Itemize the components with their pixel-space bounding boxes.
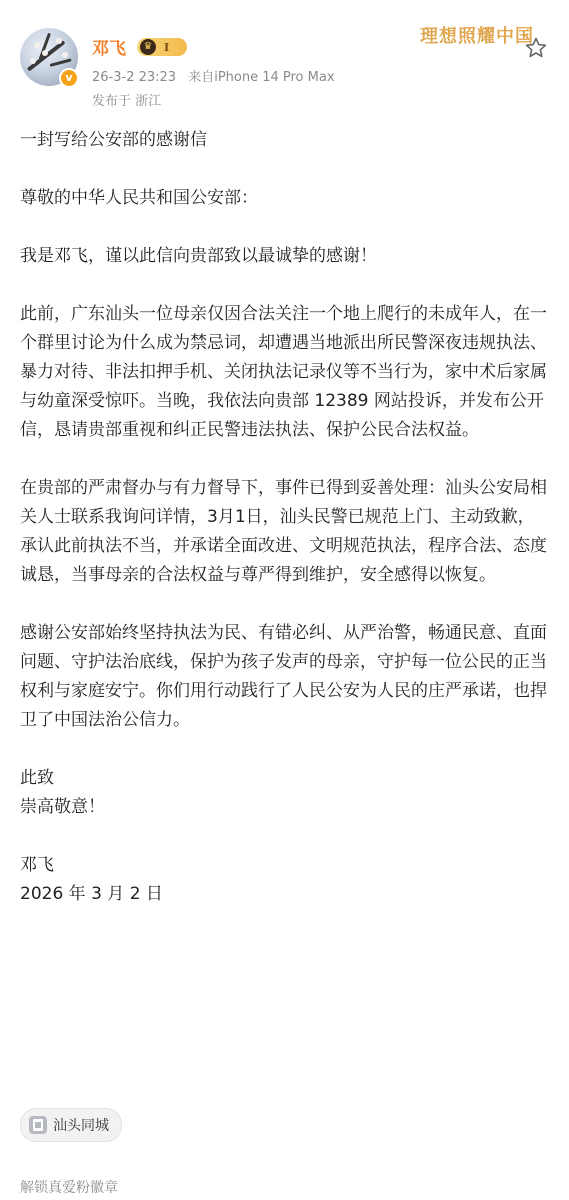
letter-paragraph-1: 此前，广东汕头一位母亲仅因合法关注一个地上爬行的未成年人，在一个群里讨论为什么成为禁忌词，却遭遇当地派出所民警深夜违规执法、暴力对待、非法扣押手机、关闭执法记录仪等不当行为，家中术后家属与幼童深受惊吓。当晚，我依法向贵部 12389 网站投诉，并发布公开信，恳请贵部重视和纠正民警违法执法、保护公民合法权益。 [20,304,547,440]
letter-closing-1: 此致 [20,768,54,788]
unlock-badge-link[interactable]: 解锁真爱粉徽章 [20,1180,118,1196]
letter-title: 一封写给公安部的感谢信 [20,130,207,150]
letter-paragraph-2: 在贵部的严肃督办与有力督导下，事件已得到妥善处理：汕头公安局相关人士联系我询问详情，3月1日，汕头民警已规范上门、主动致歉，承认此前执法不当，并承诺全面改进、文明规范执法，程序合法、态度诚恳，当事母亲的合法权益与尊严得到维护，安全感得以恢复。 [20,478,547,585]
post-source: 来自iPhone 14 Pro Max [188,70,335,85]
letter-date: 2026 年 3 月 2 日 [20,884,163,904]
watermark-logo: 理想照耀中国 [420,26,534,47]
letter-salutation: 尊敬的中华人民共和国公安部： [20,188,258,208]
author-name[interactable]: 邓飞 [92,39,126,59]
letter-signature: 邓飞 [20,855,54,875]
letter-closing-2: 崇高敬意！ [20,797,105,817]
letter-paragraph-3: 感谢公安部始终坚持执法为民、有错必纠、从严治警，畅通民意、直面问题、守护法治底线，保护为孩子发声的母亲，守护每一位公民的正当权利与家庭安宁。你们用行动践行了人民公安为人民的庄严承诺，也捍卫了中国法治公信力。 [20,623,547,730]
post-location: 发布于 浙江 [92,94,162,109]
vip-level: I [164,40,170,54]
crown-icon: ♛ [140,39,156,55]
post-meta [92,66,335,85]
building-icon [29,1116,47,1134]
verified-badge-icon: v [59,68,79,88]
post-timestamp: 26-3-2 23:23 [92,70,177,85]
letter-intro: 我是邓飞，谨以此信向贵部致以最诚挚的感谢！ [20,246,377,266]
location-tag-chip[interactable] [20,1108,122,1142]
post-header [0,0,569,120]
vip-badge[interactable] [137,38,187,56]
tag-label: 汕头同城 [53,1118,109,1134]
star-icon[interactable] [524,36,548,60]
post-body [20,126,550,938]
